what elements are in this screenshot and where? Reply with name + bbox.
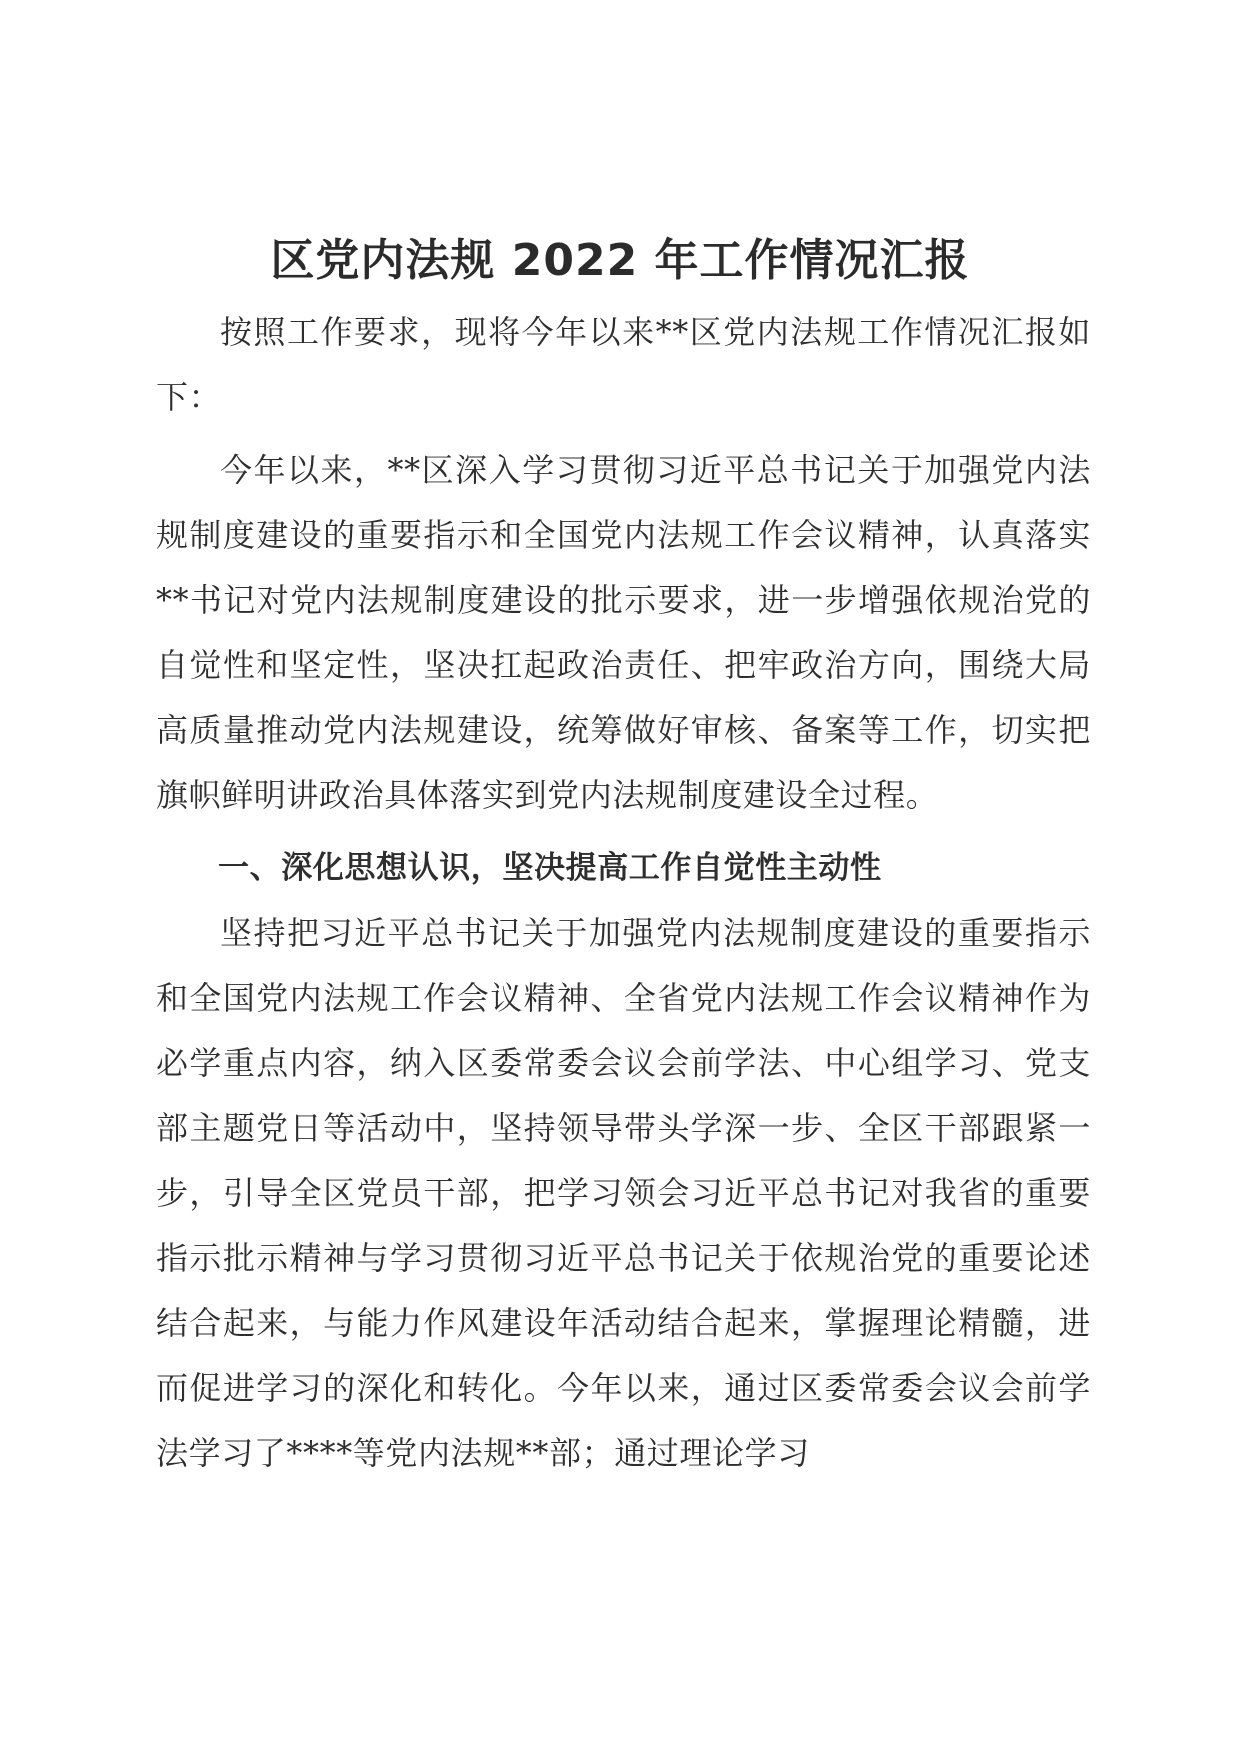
summary-paragraph: 今年以来，**区深入学习贯彻习近平总书记关于加强党内法规制度建设的重要指示和全国党内法规工作会议精神，认真落实**书记对党内法规制度建设的批示要求，进一步增强依规治党的自觉性和坚定性，坚决扛起政治责任、把牢政治方向，围绕大局高质量推动党内法规建设，统筹做好审核、备案等工作，切实把旗帜鲜明讲政治具体落实到党内法规制度建设全过程。 (156, 451, 1091, 814)
document-title: 区党内法规 2022 年工作情况汇报 (270, 235, 970, 286)
section-paragraph: 坚持把习近平总书记关于加强党内法规制度建设的重要指示和全国党内法规工作会议精神、全省党内法规工作会议精神作为必学重点内容，纳入区委常委会议会前学法、中心组学习、党支部主题党日等活动中，坚持领导带头学深一步、全区干部跟紧一步，引导全区党员干部，把学习领会习近平总书记对我省的重要指示批示精神与学习贯彻习近平总书记关于依规治党的重要论述结合起来，与能力作风建设年活动结合起来，掌握理论精髓，进而促进学习的深化和转化。今年以来，通过区委常委会议会前学法学习了****等党内法规**部；通过理论学习 (156, 914, 1091, 1472)
document-body (156, 300, 1091, 1486)
intro-paragraph: 按照工作要求，现将今年以来**区党内法规工作情况汇报如下： (156, 313, 1091, 416)
section-heading: 一、深化思想认识，坚决提高工作自觉性主动性 (218, 850, 882, 886)
